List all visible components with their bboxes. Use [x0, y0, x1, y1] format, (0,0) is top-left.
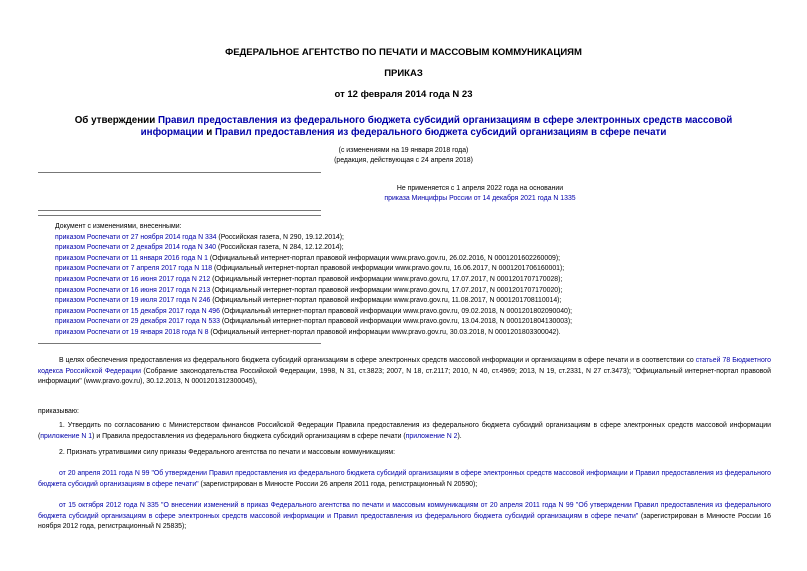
title-link-electronic-media-rules[interactable]: Правил предоставления из федерального бюджета субсидий организациям в сфере электронных средств массовой информации	[140, 115, 733, 138]
repealed-order-1	[38, 469, 771, 490]
repealed-order-2	[38, 501, 771, 533]
divider	[38, 215, 321, 216]
budget-code-link[interactable]: статьей 78 Бюджетного кодекса Российской Федерации	[38, 357, 771, 375]
amendment-link[interactable]: приказом Роспечати от 7 апреля 2017 года N 118	[55, 265, 213, 273]
not-applicable-text: Не применяется с 1 апреля 2022 года на основании	[396, 185, 564, 192]
amendment-link[interactable]: приказом Роспечати от 19 июля 2017 года N 246	[55, 297, 211, 305]
amendment-source: (Официальный интернет-портал правовой информации www.pravo.gov.ru, 13.04.2018, N 0001201804130003);	[219, 318, 573, 326]
item-1-paragraph	[38, 421, 771, 442]
document-date-number: от 12 февраля 2014 года N 23	[334, 89, 473, 100]
not-applicable-notice	[300, 184, 660, 204]
list-item	[55, 243, 775, 254]
amendment-link[interactable]: приказом Роспечати от 15 декабря 2017 года N 496	[55, 307, 220, 315]
list-item	[55, 275, 775, 286]
amendment-link[interactable]: приказом Роспечати от 16 июня 2017 года N 212	[55, 275, 211, 283]
repealed-order-link[interactable]: от 15 октября 2012 года N 335 "О внесении изменений в приказ Федерального агентства по печати и массовым коммуникациям от 20 апреля 2011 года N 99 "Об утверждении Правил предоставления из федерального бюджета субсидий организациям в сфере электронных средств массовой информации и Правил предоставления из федерального бюджета субсидий организациям в сфере печати"	[38, 502, 771, 520]
amendment-link[interactable]: приказом Роспечати от 16 июня 2017 года N 213	[55, 286, 211, 294]
appendix-2-link[interactable]: приложение N 2	[405, 432, 458, 440]
document-title	[45, 115, 762, 139]
not-applicable-link[interactable]: приказа Минцифры России от 14 декабря 2021 года N 1335	[384, 195, 576, 202]
repealed-order-registration: (зарегистрирован в Минюсте России 16 ноября 2012 года, регистрационный N 25835);	[38, 512, 771, 531]
amendment-source: (Официальный интернет-портал правовой информации www.pravo.gov.ru, 16.06.2017, N 0001201706160001);	[212, 265, 565, 273]
list-item	[55, 307, 775, 318]
amendment-source: (Официальный интернет-портал правовой информации www.pravo.gov.ru, 30.03.2018, N 0001201803300042).	[208, 328, 561, 336]
repealed-order-link[interactable]: от 20 апреля 2011 года N 99 "Об утверждении Правил предоставления из федерального бюджета субсидий организациям в сфере электронных средств массовой информации и Правил предоставления из федерального бюджета субсидий организациям в сфере печати"	[38, 470, 771, 488]
list-item	[55, 296, 775, 307]
list-item	[55, 233, 775, 244]
amendment-source: (Официальный интернет-портал правовой информации www.pravo.gov.ru, 17.07.2017, N 0001201707170020);	[210, 286, 563, 294]
divider	[38, 343, 321, 344]
order-word: приказываю:	[38, 408, 79, 415]
divider	[38, 172, 321, 173]
amendment-link[interactable]: приказом Роспечати от 2 декабря 2014 года N 340	[55, 244, 217, 252]
list-item	[55, 317, 775, 328]
item-1-text: ).	[457, 432, 462, 440]
title-link-print-rules[interactable]: Правил предоставления из федерального бюджета субсидий организациям в сфере печати	[214, 127, 667, 138]
amendment-link[interactable]: приказом Роспечати от 29 декабря 2017 года N 533	[55, 318, 220, 326]
divider	[38, 210, 321, 211]
revision-edition: (редакция, действующая с 24 апреля 2018)	[334, 157, 473, 164]
appendix-1-link[interactable]: приложение N 1	[40, 432, 93, 440]
revision-info	[0, 146, 807, 166]
amendment-link[interactable]: приказом Роспечати от 27 ноября 2014 года N 334	[55, 233, 217, 241]
amendment-source: (Официальный интернет-портал правовой информации www.pravo.gov.ru, 26.02.2016, N 0001201602260009);	[207, 254, 561, 262]
preamble-paragraph	[38, 356, 771, 388]
revision-changes: (с изменениями на 19 января 2018 года)	[338, 147, 469, 154]
amendment-source: (Официальный интернет-портал правовой информации www.pravo.gov.ru, 09.02.2018, N 0001201802090040);	[219, 307, 573, 315]
agency-name: ФЕДЕРАЛЬНОЕ АГЕНТСТВО ПО ПЕЧАТИ И МАССОВЫМ КОММУНИКАЦИЯМ	[225, 47, 582, 58]
amendment-source: (Российская газета, N 290, 19.12.2014);	[216, 233, 344, 241]
document-type: ПРИКАЗ	[384, 68, 423, 79]
amendments-heading: Документ с изменениями, внесенными:	[55, 223, 182, 230]
list-item	[55, 254, 775, 265]
amendment-link[interactable]: приказом Роспечати от 19 января 2018 года N 8	[55, 328, 209, 336]
preamble-sources: (Собрание законодательства Российской Федерации, 1998, N 31, ст.3823; 2007, N 18, ст.2117; 2010, N 40, ст.4969; 2013, N 19, ст.2331, N 27 ст.3473); "Официальный интернет-портал правовой информации" (www.pravo.gov.ru), 30.12.2013, N 0001201312300045),	[38, 367, 771, 386]
amendment-source: (Официальный интернет-портал правовой информации www.pravo.gov.ru, 17.07.2017, N 0001201707170028);	[210, 275, 563, 283]
title-prefix: Об утверждении	[74, 115, 158, 126]
list-item	[55, 264, 775, 275]
amendments-list	[55, 222, 775, 339]
repealed-order-registration: (зарегистрирован в Минюсте России 26 апреля 2011 года, регистрационный N 20590);	[198, 480, 478, 488]
amendment-link[interactable]: приказом Роспечати от 11 января 2016 года N 1	[55, 254, 208, 262]
preamble-text: В целях обеспечения предоставления из федерального бюджета субсидий организациям в сфере электронных средств массовой информации и организациям в сфере печати и в соответствии со	[59, 357, 696, 364]
item-1-text: ) и Правила предоставления из федерального бюджета субсидий организациям в сфере печати (	[92, 432, 406, 440]
title-middle: и	[203, 127, 215, 138]
item-2-paragraph: 2. Признать утратившими силу приказы Федерального агентства по печати и массовым коммуникациям:	[59, 449, 396, 456]
amendment-source: (Российская газета, N 284, 12.12.2014);	[216, 244, 344, 252]
amendment-source: (Официальный интернет-портал правовой информации www.pravo.gov.ru, 11.08.2017, N 0001201708110014);	[210, 297, 562, 305]
list-item	[55, 286, 775, 297]
list-item	[55, 328, 775, 339]
item-1-text: 1. Утвердить по согласованию с Министерством финансов Российской Федерации Правила предоставления из федерального бюджета субсидий организациям в сфере электронных средств массовой информации (	[38, 422, 771, 440]
